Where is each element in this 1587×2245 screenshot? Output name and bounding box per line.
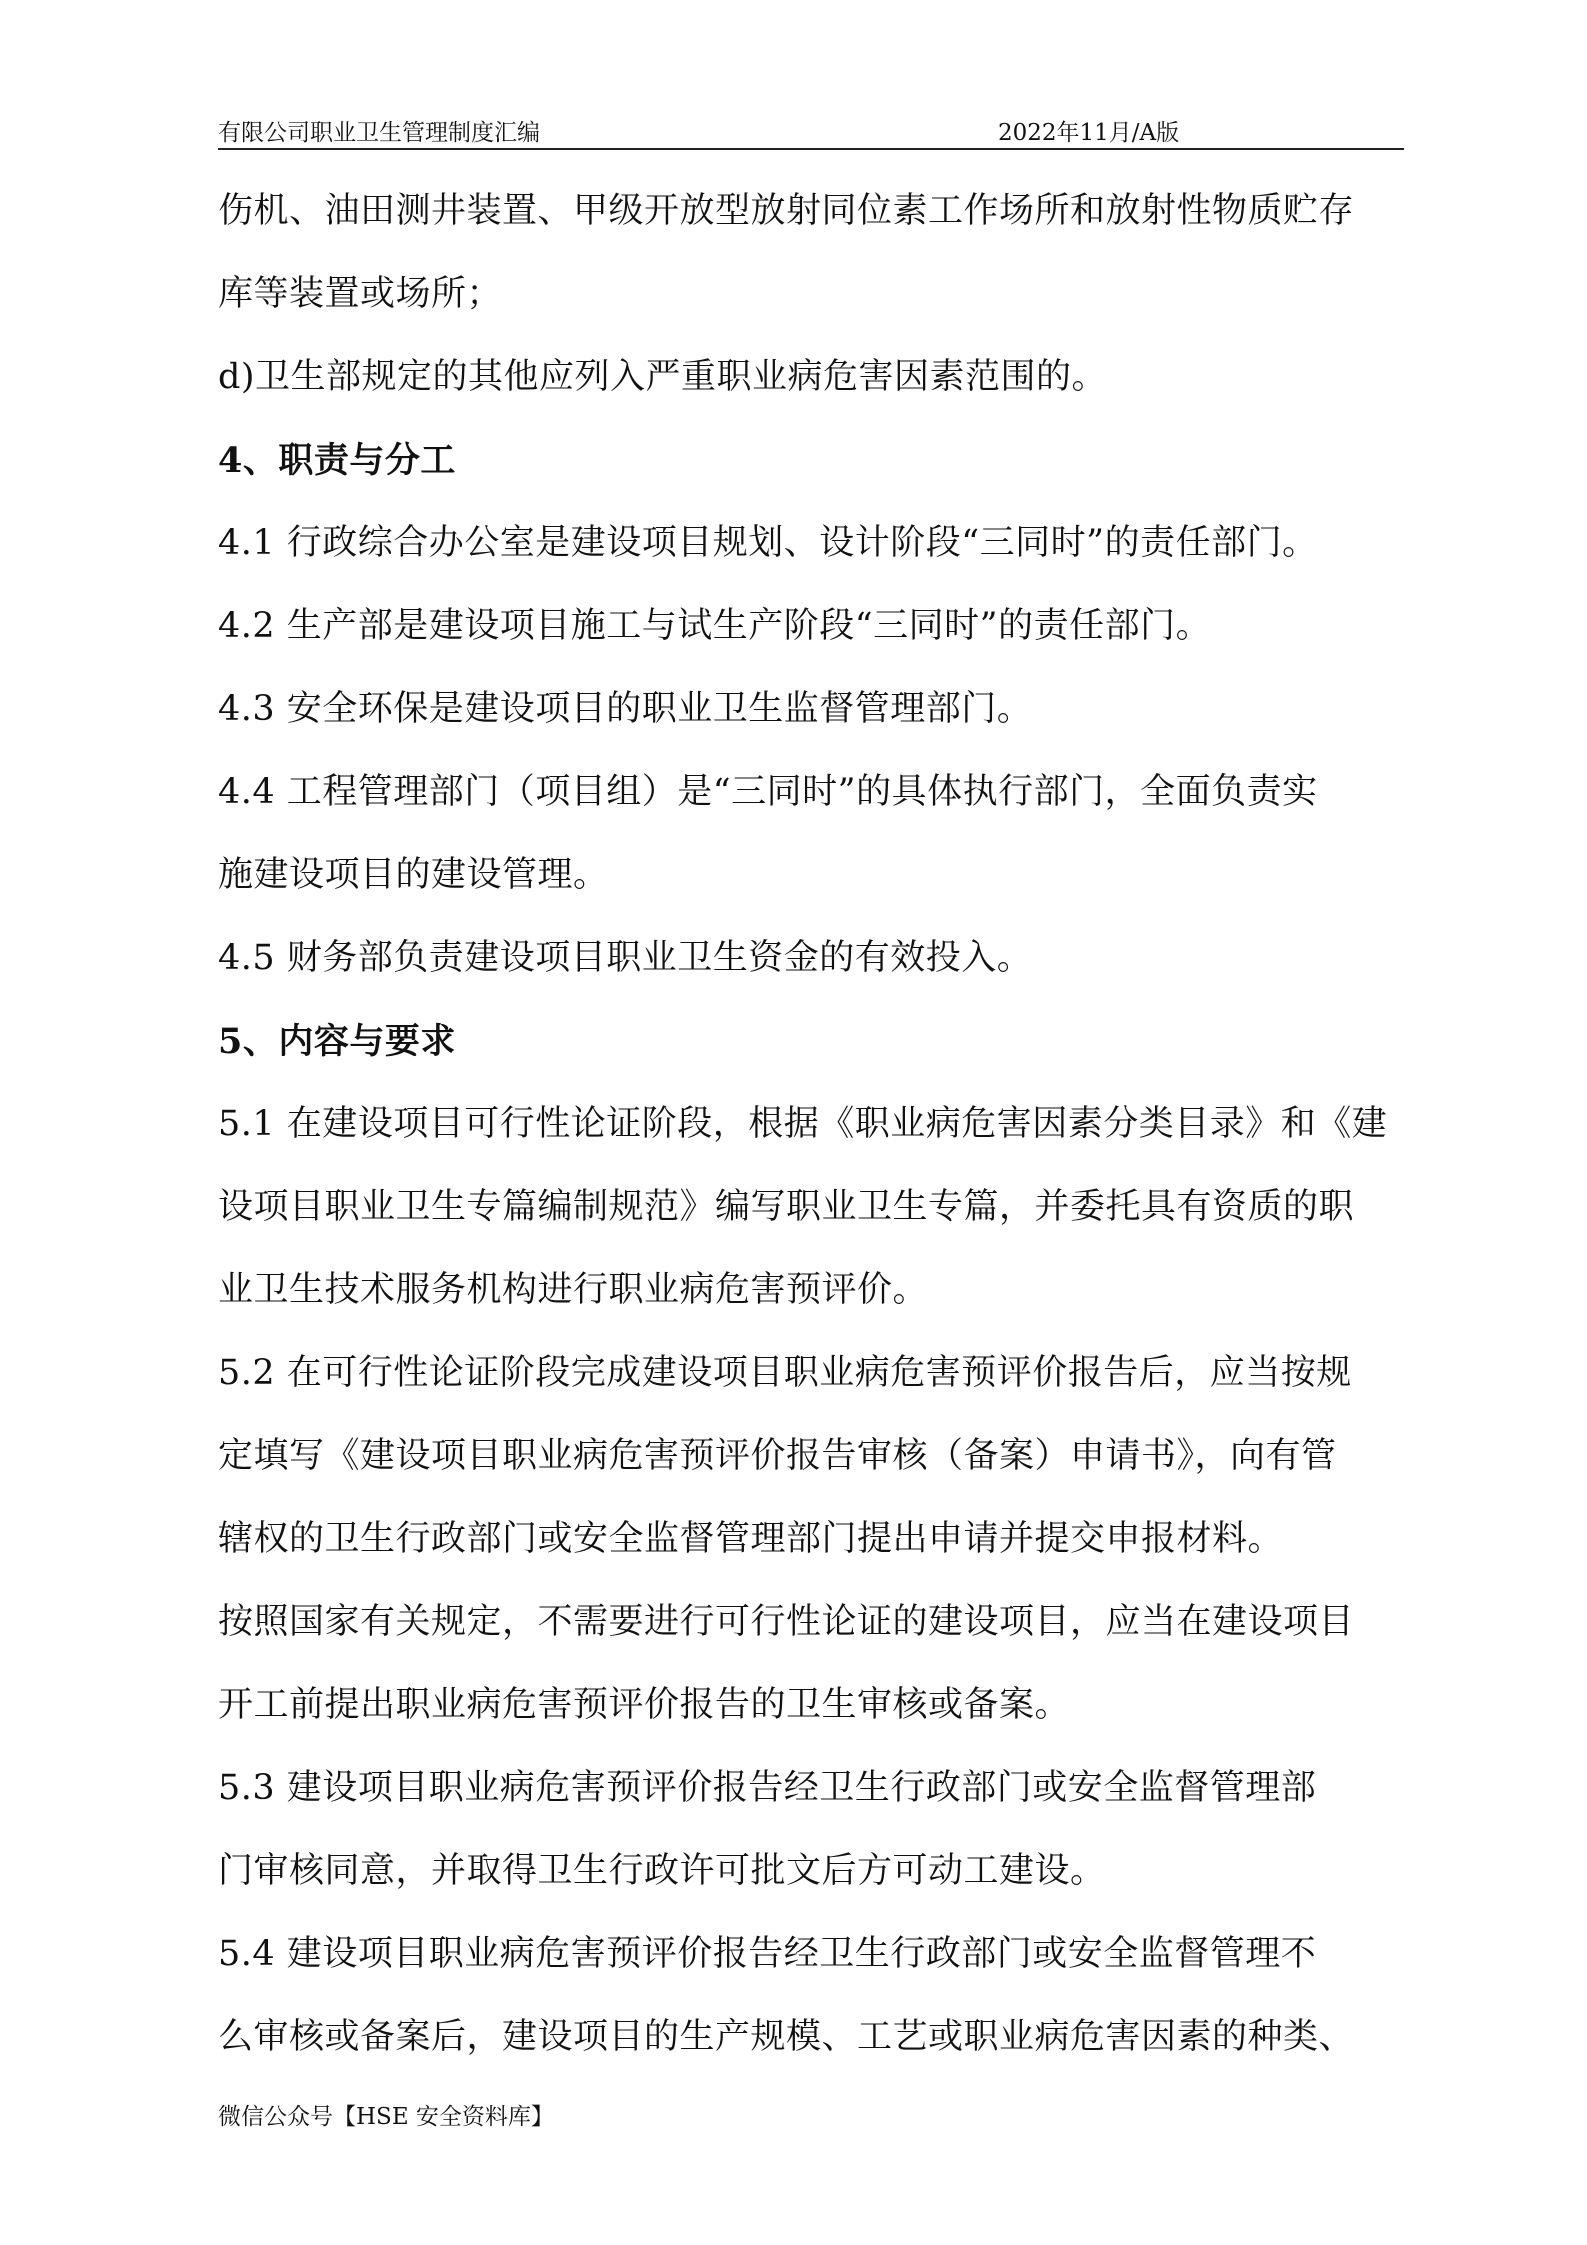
text-line: 4.4 工程管理部门（项目组）是“三同时”的具体执行部门，全面负责实 [218,772,1318,812]
section-heading: 5、内容与要求 [218,1021,456,1062]
text-line: 业卫生技术服务机构进行职业病危害预评价。 [218,1270,929,1310]
text-line: 么审核或备案后，建设项目的生产规模、工艺或职业病危害因素的种类、 [218,2017,1355,2057]
text-line: 伤机、油田测井装置、甲级开放型放射同位素工作场所和放射性物质贮存 [218,191,1355,231]
header-title: 有限公司职业卫生管理制度汇编 [218,120,540,146]
text-line: 库等装置或场所； [218,274,503,314]
page-footer: 微信公众号【HSE 安全资料库】 [218,2104,554,2130]
text-line: 4.3 安全环保是建设项目的职业卫生监督管理部门。 [218,689,1033,729]
text-line: 4.1 行政综合办公室是建设项目规划、设计阶段“三同时”的责任部门。 [218,523,1318,563]
text-line: 开工前提出职业病危害预评价报告的卫生审核或备案。 [218,1685,1071,1725]
text-line: 定填写《建设项目职业病危害预评价报告审核（备案）申请书》，向有管 [218,1436,1337,1476]
page-header [218,108,1404,150]
text-line: 5.3 建设项目职业病危害预评价报告经卫生行政部门或安全监督管理部 [218,1768,1317,1808]
text-line: 4.5 财务部负责建设项目职业卫生资金的有效投入。 [218,938,1033,978]
text-line: 门审核同意，并取得卫生行政许可批文后方可动工建设。 [218,1851,1106,1891]
text-line: 5.1 在建设项目可行性论证阶段，根据《职业病危害因素分类目录》和《建 [218,1104,1388,1144]
text-line: 辖权的卫生行政部门或安全监督管理部门提出申请并提交申报材料。 [218,1519,1284,1559]
text-line: 施建设项目的建设管理。 [218,855,609,895]
text-line: 按照国家有关规定，不需要进行可行性论证的建设项目，应当在建设项目 [218,1602,1355,1642]
text-line: 设项目职业卫生专篇编制规范》编写职业卫生专篇，并委托具有资质的职 [218,1187,1355,1227]
text-line: 4.2 生产部是建设项目施工与试生产阶段“三同时”的责任部门。 [218,606,1212,646]
section-heading: 4、职责与分工 [218,440,456,481]
text-line: d)卫生部规定的其他应列入严重职业病危害因素范围的。 [218,357,1108,397]
text-line: 5.2 在可行性论证阶段完成建设项目职业病危害预评价报告后，应当按规 [218,1353,1352,1393]
document-body [218,170,1404,2079]
text-line: 5.4 建设项目职业病危害预评价报告经卫生行政部门或安全监督管理不 [218,1934,1317,1974]
header-version: 2022年11月/A版 [998,120,1180,146]
